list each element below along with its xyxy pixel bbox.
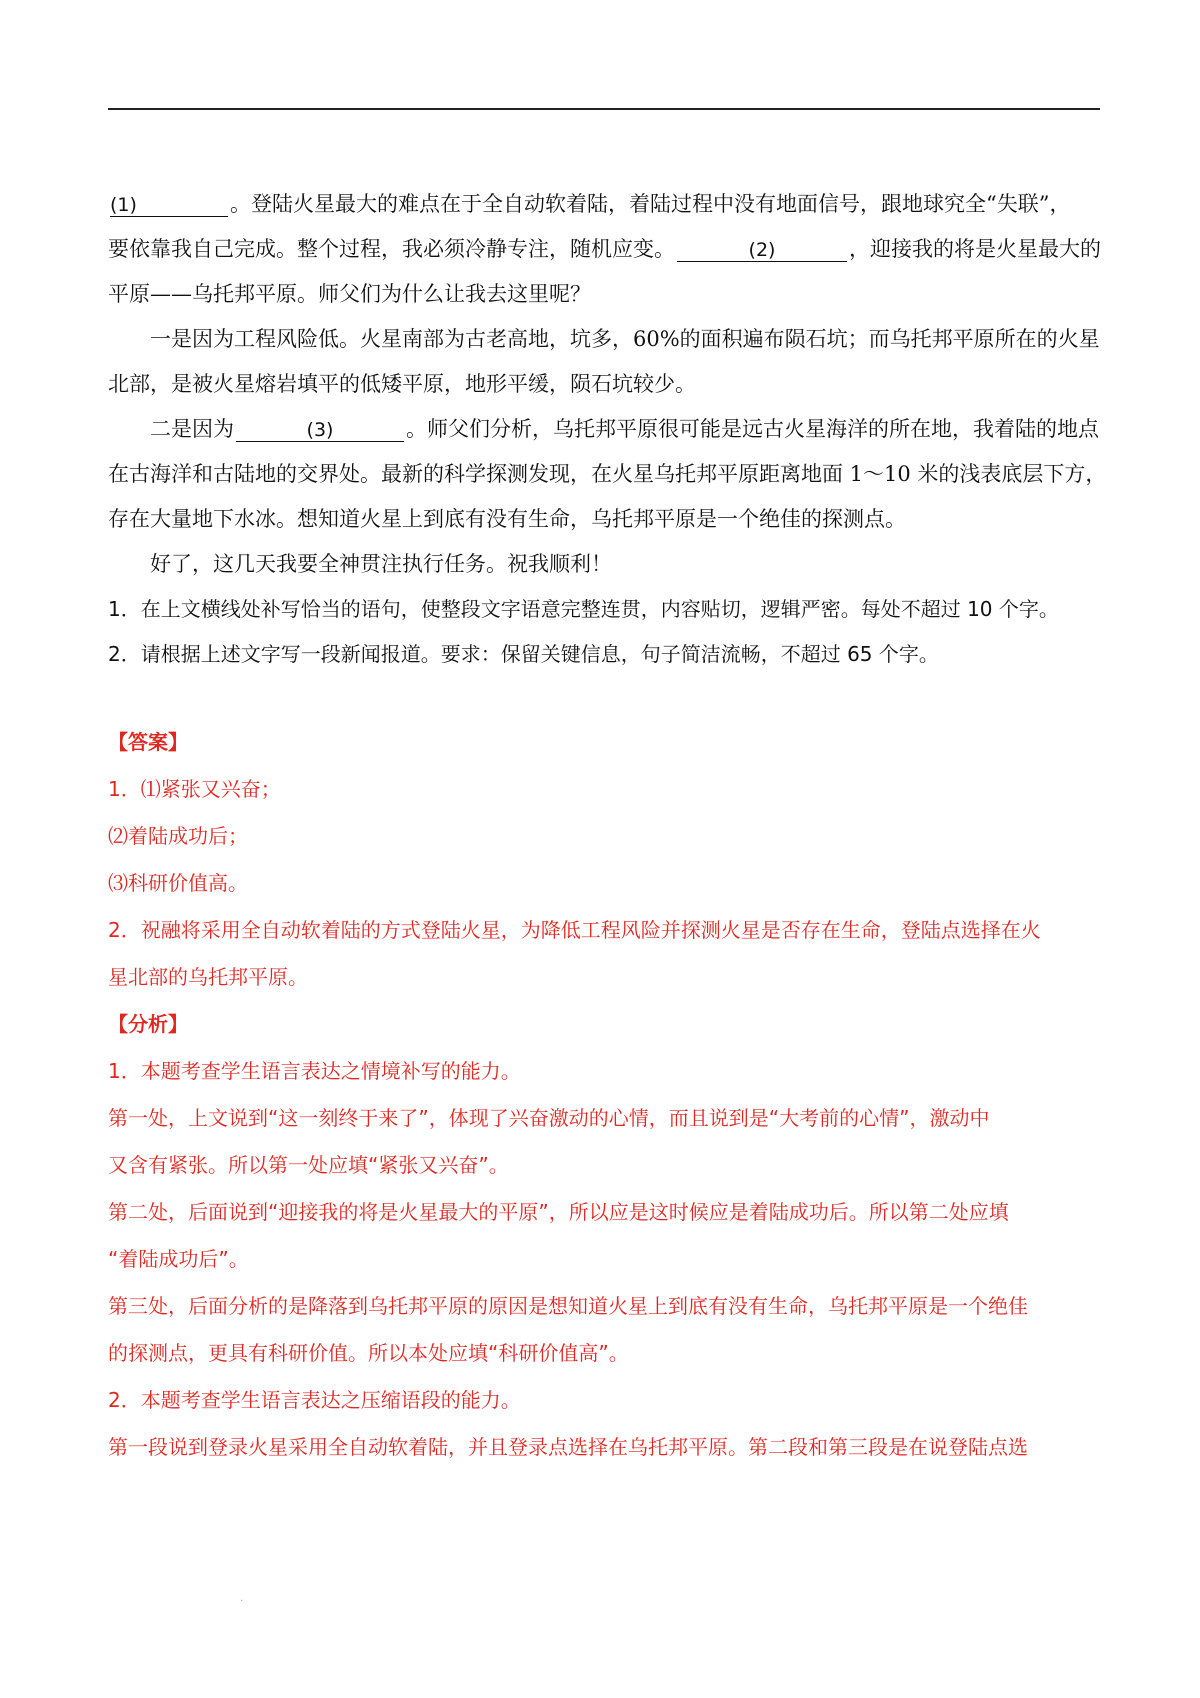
blank-3: (3)	[236, 419, 404, 442]
analysis-line: 第一处，上文说到“这一刻终于来了”，体现了兴奋激动的心情，而且说到是“大考前的心情”，激动中	[108, 1106, 990, 1130]
passage-line: 要依靠我自己完成。整个过程，我必须冷静专注，随机应变。 (2) ，迎接我的将是火星最大的	[108, 237, 1101, 261]
analysis-line: 2．本题考查学生语言表达之压缩语段的能力。	[108, 1388, 521, 1412]
answer-heading: 【答案】	[108, 730, 188, 754]
passage-line: 在古海洋和古陆地的交界处。最新的科学探测发现，在火星乌托邦平原距离地面 1～10 米的浅表底层下方，	[108, 462, 1107, 486]
passage-line: 好了，这几天我要全神贯注执行任务。祝我顺利！	[150, 552, 612, 576]
passage-line: 北部，是被火星熔岩填平的低矮平原，地形平缓，陨石坑较少。	[108, 372, 696, 396]
question-1: 1．在上文横线处补写恰当的语句，使整段文字语意完整连贯，内容贴切，逻辑严密。每处不超过 10 个字。	[108, 597, 1059, 621]
analysis-line: 的探测点，更具有科研价值。所以本处应填“科研价值高”。	[108, 1341, 629, 1365]
passage-line: 一是因为工程风险低。火星南部为古老高地，坑多，60%的面积遍布陨石坑；而乌托邦平原所在的火星	[150, 327, 1100, 351]
passage-line: 存在大量地下水冰。想知道火星上到底有没有生命，乌托邦平原是一个绝佳的探测点。	[108, 507, 906, 531]
footer-mark: ·	[240, 1596, 244, 1607]
document-body	[108, 182, 1107, 1471]
answer-line: ⑵着陆成功后；	[108, 824, 248, 848]
passage-line: 平原——乌托邦平原。师父们为什么让我去这里呢？	[108, 282, 591, 306]
answer-line: 2．祝融将采用全自动软着陆的方式登陆火星，为降低工程风险并探测火星是否存在生命，登陆点选择在火	[108, 918, 1041, 942]
analysis-line: 又含有紧张。所以第一处应填“紧张又兴奋”。	[108, 1153, 509, 1177]
analysis-line: 第二处，后面说到“迎接我的将是火星最大的平原”，所以应是这时候应是着陆成功后。所以第二处应填	[108, 1200, 1009, 1224]
spacer	[108, 677, 1100, 719]
analysis-line: 1．本题考查学生语言表达之情境补写的能力。	[108, 1059, 521, 1083]
blank-1: (1)	[110, 194, 228, 217]
answer-line: 1．⑴紧张又兴奋；	[108, 777, 281, 801]
analysis-heading: 【分析】	[108, 1012, 188, 1036]
passage-line: (1) 。登陆火星最大的难点在于全自动软着陆，着陆过程中没有地面信号，跟地球究全“失联”，	[110, 192, 1071, 216]
question-2: 2．请根据上述文字写一段新闻报道。要求：保留关键信息，句子简洁流畅，不超过 65 个字。	[108, 642, 939, 666]
analysis-line: 第三处，后面分析的是降落到乌托邦平原的原因是想知道火星上到底有没有生命，乌托邦平原是一个绝佳	[108, 1294, 1028, 1318]
answer-line: 星北部的乌托邦平原。	[108, 965, 308, 989]
answer-line: ⑶科研价值高。	[108, 871, 248, 895]
blank-2: (2)	[677, 239, 847, 262]
analysis-line: “着陆成功后”。	[108, 1247, 249, 1271]
header-rule	[108, 108, 1100, 110]
analysis-line: 第一段说到登录火星采用全自动软着陆，并且登录点选择在乌托邦平原。第二段和第三段是在说登陆点选	[108, 1435, 1028, 1459]
passage-line: 二是因为 (3) 。师父们分析，乌托邦平原很可能是远古火星海洋的所在地，我着陆的地点	[150, 417, 1099, 441]
